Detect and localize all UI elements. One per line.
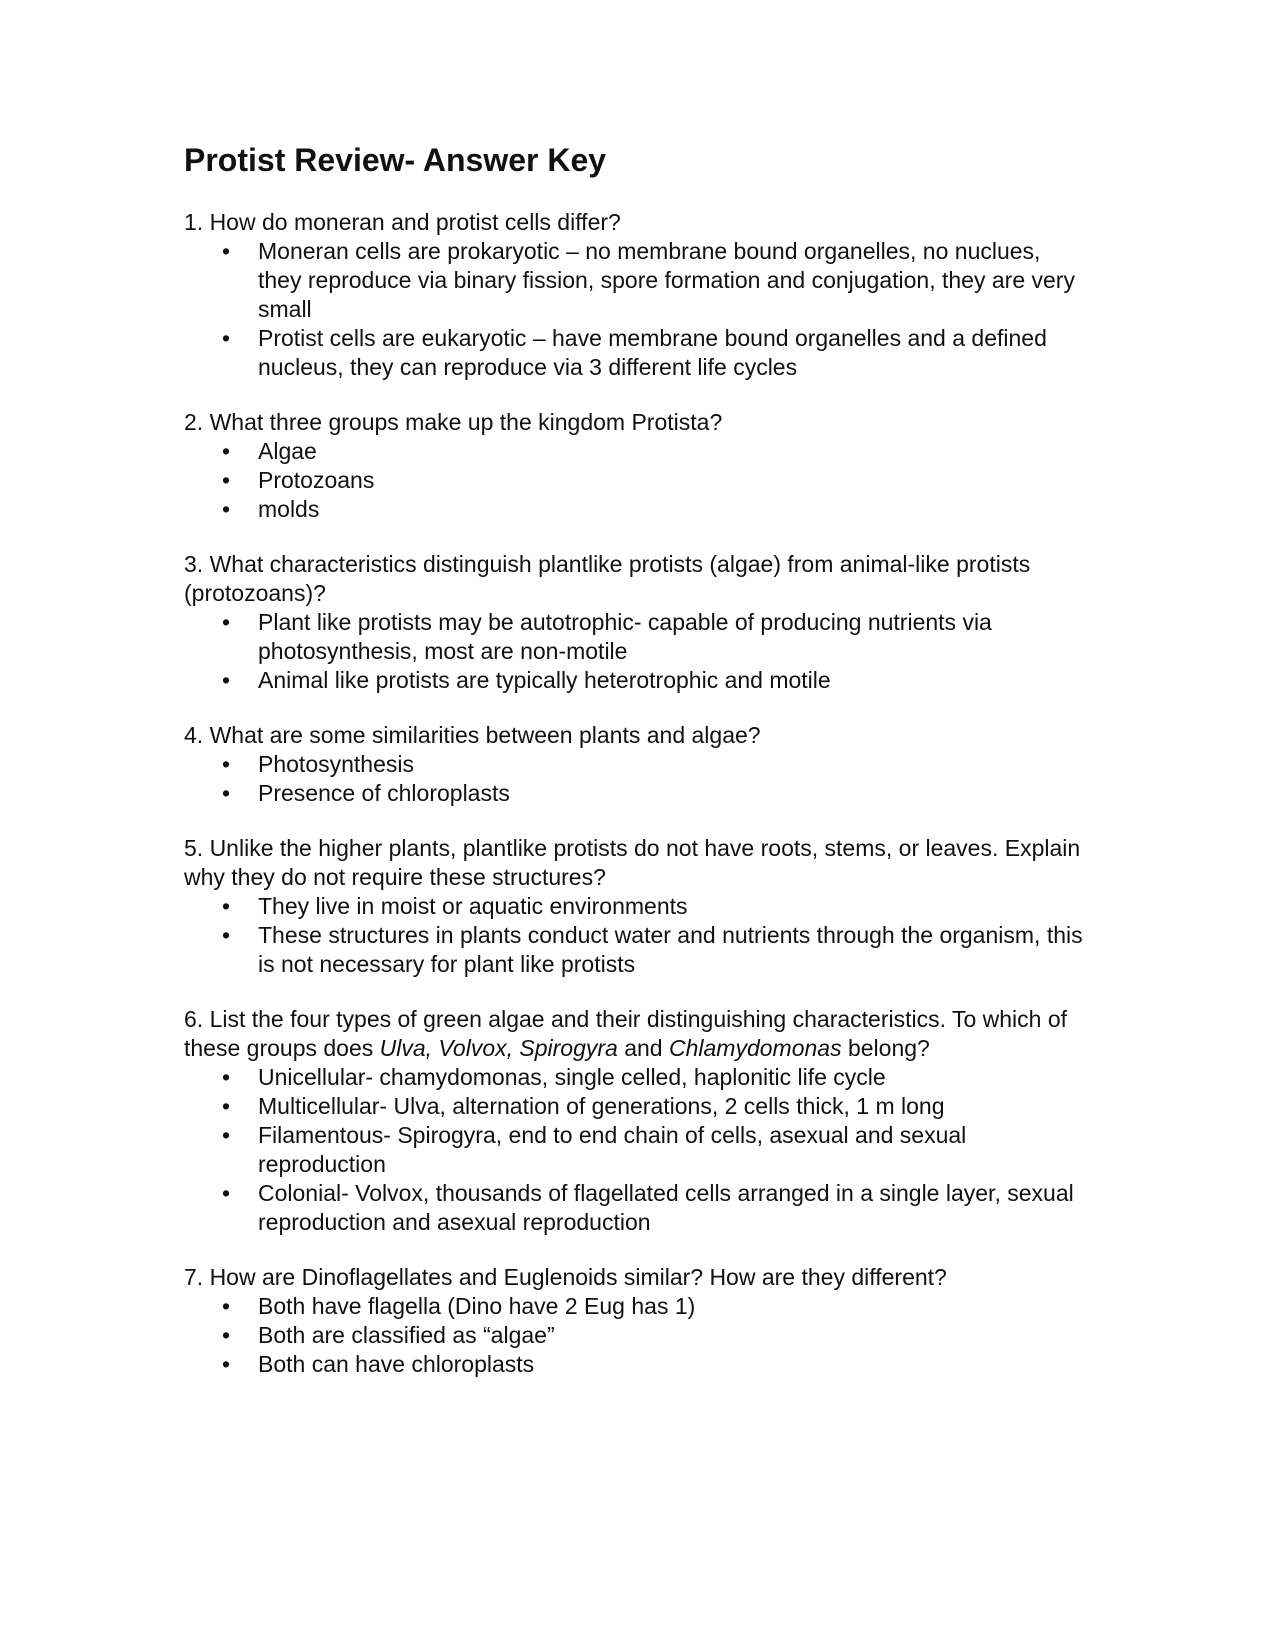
answer-text: • They live in moist or aquatic environments — [258, 893, 688, 919]
answer-text: • molds — [258, 496, 320, 522]
answer-text: • Protozoans — [258, 467, 375, 493]
answer-text: • Animal like protists are typically heterotrophic and motile — [258, 667, 831, 693]
question-text — [184, 1005, 1084, 1063]
answer-text: • Both are classified as “algae” — [258, 1322, 555, 1348]
answer-item — [184, 437, 1084, 466]
answer-text: • Both can have chloroplasts — [258, 1351, 535, 1377]
answer-item — [184, 1350, 1084, 1379]
page-title: Protist Review- Answer Key — [184, 142, 607, 178]
answer-text: • Protist cells are eukaryotic – have membrane bound organelles and a defined nucleus, they can reproduce via 3 different life cycles — [258, 325, 1047, 380]
answer-text: • Filamentous- Spirogyra, end to end chain of cells, asexual and sexual reproduction — [258, 1122, 967, 1177]
question-text: 1. How do moneran and protist cells differ? — [184, 209, 621, 235]
answer-item — [184, 495, 1084, 524]
answer-text: • Both have flagella (Dino have 2 Eug has 1) — [258, 1293, 696, 1319]
answer-item — [184, 1092, 1084, 1121]
species-names-italic: Ulva, Volvox, Spirogyra — [379, 1035, 618, 1061]
answer-text: • Colonial- Volvox, thousands of flagellated cells arranged in a single layer, sexual reproduction and asexual reproduction — [258, 1180, 1074, 1235]
question-5 — [184, 834, 1084, 979]
answer-list — [184, 1292, 1084, 1379]
answer-item — [184, 921, 1084, 979]
answer-list — [184, 608, 1084, 695]
answer-text: • Plant like protists may be autotrophic- capable of producing nutrients via photosynthesis, most are non-motile — [258, 609, 992, 664]
answer-text: • Presence of chloroplasts — [258, 780, 510, 806]
answer-text: • Unicellular- chamydomonas, single celled, haplonitic life cycle — [258, 1064, 886, 1090]
question-2 — [184, 408, 1084, 524]
question-text-part: and — [617, 1035, 669, 1061]
answer-text: • Algae — [258, 438, 317, 464]
answer-text: • Multicellular- Ulva, alternation of generations, 2 cells thick, 1 m long — [258, 1093, 945, 1119]
answer-item — [184, 608, 1084, 666]
answer-list — [184, 437, 1084, 524]
answer-item — [184, 1321, 1084, 1350]
answer-text: • Photosynthesis — [258, 751, 414, 777]
answer-list — [184, 750, 1084, 808]
answer-list — [184, 892, 1084, 979]
question-7 — [184, 1263, 1084, 1379]
question-4 — [184, 721, 1084, 808]
question-text-part: belong? — [841, 1035, 930, 1061]
question-6 — [184, 1005, 1084, 1237]
answer-item — [184, 1179, 1084, 1237]
answer-item — [184, 666, 1084, 695]
answer-list — [184, 237, 1084, 382]
species-name-italic: Chlamydomonas — [668, 1035, 842, 1061]
document-page — [184, 140, 1084, 1405]
answer-item — [184, 779, 1084, 808]
answer-item — [184, 750, 1084, 779]
question-text: 4. What are some similarities between plants and algae? — [184, 722, 761, 748]
answer-text: • These structures in plants conduct water and nutrients through the organism, this is not necessary for plant like protists — [258, 922, 1083, 977]
answer-list — [184, 1063, 1084, 1237]
question-3 — [184, 550, 1084, 695]
question-text: 2. What three groups make up the kingdom Protista? — [184, 409, 723, 435]
answer-item — [184, 324, 1084, 382]
question-text-part: 6. List the four types of green algae and their distinguishing characteristics. To which of these groups does — [184, 1006, 1068, 1061]
answer-item — [184, 1063, 1084, 1092]
question-text: 5. Unlike the higher plants, plantlike protists do not have roots, stems, or leaves. Explain why they do not require these structures? — [184, 835, 1081, 890]
answer-item — [184, 1292, 1084, 1321]
question-text: 3. What characteristics distinguish plantlike protists (algae) from animal-like protists (protozoans)? — [184, 551, 1031, 606]
answer-item — [184, 237, 1084, 324]
question-text: 7. How are Dinoflagellates and Euglenoids similar? How are they different? — [184, 1264, 947, 1290]
answer-item — [184, 1121, 1084, 1179]
answer-item — [184, 466, 1084, 495]
answer-item — [184, 892, 1084, 921]
question-1 — [184, 208, 1084, 382]
answer-text: • Moneran cells are prokaryotic – no membrane bound organelles, no nuclues, they reproduce via binary fission, spore formation and conjugation, they are very small — [258, 238, 1075, 322]
